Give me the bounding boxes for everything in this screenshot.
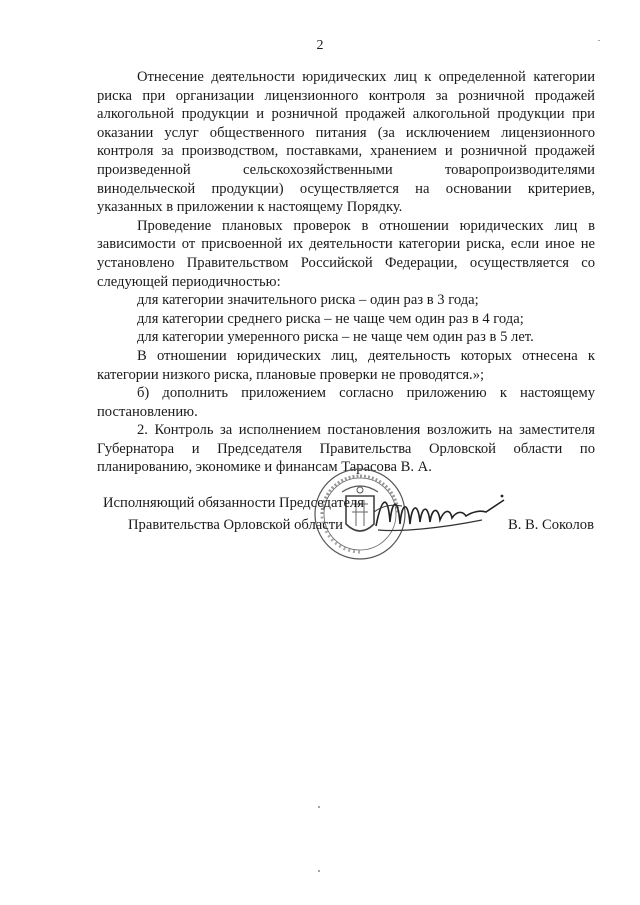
signatory-title-line-2: Правительства Орловской области <box>128 517 343 533</box>
page-number: 2 <box>316 38 324 53</box>
signatory-title-line-1: Исполняющий обязанности Председателя <box>103 495 364 511</box>
paragraph-control-clause: 2. Контроль за исполнением постановления возложить на заместителя Губернатора и Председателя Правительства Орловской области по планированию, экономике и финансам Тарасова В. А. <box>97 422 595 476</box>
list-item-significant-risk: для категории значительного риска – один раз в 3 года; <box>137 292 479 309</box>
document-body <box>97 68 595 477</box>
scan-speck <box>318 870 320 872</box>
signature-block <box>0 495 640 575</box>
paragraph-risk-category: Отнесение деятельности юридических лиц к определенной категории риска при организации лицензионного контроля за розничной продажей алкогольной продукции и розничной продажей алкогольной продукции при оказании услуг общественного питания (за исключением лицензионного контроля за производством, поставками, хранением и розничной продажей произведенной сельскохозяйственными товаропроизводителями винодельческой продукции) осуществляется на основании критериев, указанных в приложении к настоящему Порядку. <box>97 69 595 216</box>
paragraph-low-risk: В отношении юридических лиц, деятельность которых отнесена к категории низкого риска, плановые проверки не проводятся.»; <box>97 347 595 383</box>
paragraph-inspection-schedule: Проведение плановых проверок в отношении юридических лиц в зависимости от присвоенной их деятельности категории риска, если иное не установлено Правительством Российской Федерации, осуществляется со следующей периодичностью: <box>97 217 595 290</box>
list-item-moderate-risk: для категории умеренного риска – не чаще чем один раз в 5 лет. <box>137 329 534 346</box>
scan-speck <box>598 40 600 41</box>
list-item-medium-risk: для категории среднего риска – не чаще чем один раз в 4 года; <box>137 310 524 327</box>
scan-speck <box>318 806 320 808</box>
paragraph-amendment-b: б) дополнить приложением согласно приложению к настоящему постановлению. <box>97 385 595 420</box>
signatory-name: В. В. Соколов <box>507 517 594 533</box>
